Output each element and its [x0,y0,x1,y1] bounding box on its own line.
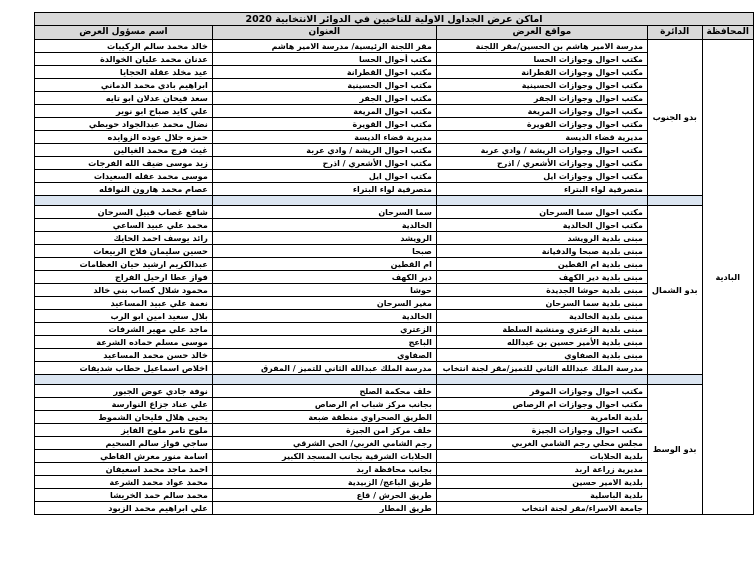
official-cell: عبدالكريم ارشيد حيان العظامات [35,258,213,271]
table-row [35,144,754,157]
official-cell: علي ابراهيم محمد الزبود [35,502,213,515]
table-row [35,245,754,258]
section-separator-row [35,196,754,206]
location-cell: مكتب احوال وجوازات الأشعري / اذرح [436,157,647,170]
header-district: الدائرة [647,26,702,40]
official-cell: خالد حسن محمد المساعيد [35,349,213,362]
address-cell: مكتب احوال الحسينية [212,79,436,92]
location-cell: مكتب احوال وجوازات الموقر [436,385,647,398]
address-cell: مكتب احوال الريشة / وادي عربة [212,144,436,157]
official-cell: ساجي فواز سالم السحيم [35,437,213,450]
location-cell: مبنى بلدية ام القطين [436,258,647,271]
table-row [35,131,754,144]
address-cell: مكتب احوال القويرة [212,118,436,131]
display-locations-table [34,12,754,515]
location-cell: مكتب احوال وجوازات الجيزة [436,424,647,437]
district-cell: بدو الجنوب [647,40,702,196]
official-cell: نعمة علي عبيد المساعيد [35,297,213,310]
location-cell: مبنى بلدية الخالدية [436,310,647,323]
address-cell: مكتب احوال الأشعري / اذرح [212,157,436,170]
location-cell: مديرية زراعة اربد [436,463,647,476]
address-cell: مدرسة الملك عبدالله الثاني للتميز / المفرق [212,362,436,375]
district-cell: بدو الشمال [647,206,702,375]
header-row [35,26,754,40]
table-row [35,424,754,437]
table-row [35,105,754,118]
address-cell: طريق الحرش / قاع [212,489,436,502]
table-row [35,258,754,271]
address-cell: مكتب احوال ايل [212,170,436,183]
table-row [35,53,754,66]
address-cell: الحلابات الشرقية بجانب المسجد الكبير [212,450,436,463]
official-cell: علي عناد جزاع النوارسة [35,398,213,411]
table-row [35,118,754,131]
location-cell: بلدية العامرية [436,411,647,424]
official-cell: محمد علي عبيد الساعي [35,219,213,232]
official-cell: بلال سعيد امين ابو الرب [35,310,213,323]
official-cell: ملوح تامر ملوح الفايز [35,424,213,437]
table-row [35,411,754,424]
location-cell: مكتب احوال وجوازات القويرة [436,118,647,131]
address-cell: مديرية قضاء الديسة [212,131,436,144]
location-cell: مبنى بلدية الرويشد [436,232,647,245]
address-cell: طريق المطار [212,502,436,515]
table-row [35,92,754,105]
address-cell: مكتب احوال الجفر [212,92,436,105]
location-cell: مكتب احوال وجوازات الحسا [436,53,647,66]
separator-cell [647,375,702,385]
location-cell: جامعة الاسراء/مقر لجنة انتخاب [436,502,647,515]
official-cell: علي كايد صباح ابو نوير [35,105,213,118]
table-row [35,502,754,515]
address-cell: مقر اللجنة الرئيسية/ مدرسة الامير هاشم [212,40,436,53]
official-cell: محمود شلال كساب بني خالد [35,284,213,297]
table-row [35,398,754,411]
address-cell: دير الكهف [212,271,436,284]
header-location: مواقع العرض [436,26,647,40]
separator-cell [35,375,213,385]
location-cell: مكتب احوال وجوازات المريغة [436,105,647,118]
official-cell: حسين سليمان فلاح الربيعات [35,245,213,258]
table-body [35,13,754,515]
location-cell: بلدية الباسلية [436,489,647,502]
address-cell: الخالدية [212,219,436,232]
separator-cell [212,196,436,206]
location-cell: بلدية الامير حسين [436,476,647,489]
location-cell: مكتب احوال وجوازات القطرانة [436,66,647,79]
address-cell: الصفاوي [212,349,436,362]
official-cell: رائد يوسف احمد الحايك [35,232,213,245]
location-cell: مكتب احوال وجوازات الريشة / وادي عربة [436,144,647,157]
table-row [35,232,754,245]
table-row [35,297,754,310]
table-row [35,437,754,450]
address-cell: سما السرحان [212,206,436,219]
table-row [35,336,754,349]
address-cell: الخالدية [212,310,436,323]
separator-cell [35,196,213,206]
official-cell: موسى محمد عقله السعيدات [35,170,213,183]
official-cell: ابراهيم بادي محمد الدماني [35,79,213,92]
official-cell: حمزه جلال عوده الزوايده [35,131,213,144]
location-cell: مبنى بلدية الزعتري ومنشية السلطة [436,323,647,336]
official-cell: فواز عطا ارحيل الفراج [35,271,213,284]
table-row [35,323,754,336]
header-address: العنوان [212,26,436,40]
separator-cell [212,375,436,385]
address-cell: مكتب أحوال الحسا [212,53,436,66]
table-row [35,385,754,398]
header-governorate: المحافظة [702,26,753,40]
location-cell: مكتب احوال وجوازات ام الرصاص [436,398,647,411]
location-cell: مكتب احوال الخالدية [436,219,647,232]
location-cell: مبنى بلدية الأمير حسين بن عبدالله [436,336,647,349]
address-cell: الباعج [212,336,436,349]
separator-cell [436,196,647,206]
governorate-cell: البادية [702,40,753,515]
address-cell: بجانب مركز شباب ام الرصاص [212,398,436,411]
location-cell: مكتب احوال وجوازات ايل [436,170,647,183]
section-separator-row [35,375,754,385]
table-row [35,183,754,196]
location-cell: مكتب احوال وجوازات الجفر [436,92,647,105]
location-cell: مكتب احوال وجوازات الحسينية [436,79,647,92]
location-cell: مدرسة الامير هاشم بن الحسين/مقر اللجنة [436,40,647,53]
official-cell: نوفة جادي عوض الجبور [35,385,213,398]
table-row [35,206,754,219]
address-cell: مغير السرحان [212,297,436,310]
official-cell: اخلاص اسماعيل حطاب شديفات [35,362,213,375]
address-cell: مكتب احوال المريغة [212,105,436,118]
table-row [35,362,754,375]
official-cell: شافع غصاب قبيل السرحان [35,206,213,219]
address-cell: خلف محكمة الصلح [212,385,436,398]
table-row [35,170,754,183]
table-row [35,349,754,362]
table-title: اماكن عرض الجداول الاولية للناخبين في الدوائر الانتخابية 2020 [35,13,754,26]
location-cell: مبنى بلدية دير الكهف [436,271,647,284]
table-row [35,40,754,53]
official-cell: سعد فيحان عدلان ابو تايه [35,92,213,105]
official-cell: خالد محمد سالم الركيبات [35,40,213,53]
location-cell: مديرية قضاء الديسة [436,131,647,144]
official-cell: يحيى هلال فليحان الشموط [35,411,213,424]
table-row [35,489,754,502]
header-official: اسم مسؤول العرض [35,26,213,40]
location-cell: مبنى بلدية سما السرحان [436,297,647,310]
official-cell: نضال محمد عبدالجواد حويطي [35,118,213,131]
official-cell: احمد ماجد محمد اسعيفان [35,463,213,476]
separator-cell [647,196,702,206]
table-row [35,463,754,476]
table-row [35,157,754,170]
official-cell: غيث فرج محمد الغيالين [35,144,213,157]
location-cell: مكتب احوال سما السرحان [436,206,647,219]
official-cell: ماجد علي مهير الشرفات [35,323,213,336]
location-cell: مجلس محلي رجم الشامي الغربي [436,437,647,450]
official-cell: محمد سالم حمد الخريشا [35,489,213,502]
official-cell: عيد مخلد عقلة الحجايا [35,66,213,79]
table-row [35,66,754,79]
location-cell: بلدية الحلابات [436,450,647,463]
official-cell: زيد موسى ضيف الله الفرجات [35,157,213,170]
address-cell: رجم الشامي الغربي/ الحي الشرقي [212,437,436,450]
address-cell: صبحا [212,245,436,258]
location-cell: مبنى بلدية صبحا والدفيانة [436,245,647,258]
official-cell: محمد عواد محمد الشرعة [35,476,213,489]
address-cell: حوشا [212,284,436,297]
table-row [35,219,754,232]
address-cell: طريق الباعج/ الزبيدية [212,476,436,489]
address-cell: الزعتري [212,323,436,336]
official-cell: عصام محمد هارون النوافله [35,183,213,196]
table-row [35,310,754,323]
table-row [35,476,754,489]
table-row [35,284,754,297]
address-cell: الرويشد [212,232,436,245]
table-row [35,271,754,284]
table-row [35,79,754,92]
location-cell: مبنى بلدية الصفاوي [436,349,647,362]
table-row [35,450,754,463]
address-cell: مكتب احوال القطرانة [212,66,436,79]
address-cell: خلف مركز امن الجيزة [212,424,436,437]
separator-cell [436,375,647,385]
district-cell: بدو الوسط [647,385,702,515]
location-cell: مدرسة الملك عبدالله الثاني للتميز/مقر لجنة انتخاب [436,362,647,375]
official-cell: عدنان محمد عليان الخوالدة [35,53,213,66]
address-cell: متصرفية لواء البتراء [212,183,436,196]
address-cell: الطريق الصحراوي منطقة ضبعة [212,411,436,424]
official-cell: موسى مسلم حماده الشرعة [35,336,213,349]
address-cell: بجانب محافظة اربد [212,463,436,476]
address-cell: ام القطين [212,258,436,271]
location-cell: متصرفية لواء البتراء [436,183,647,196]
official-cell: اسامة منور معرش الفاطي [35,450,213,463]
location-cell: مبنى بلدية حوشا الجديدة [436,284,647,297]
